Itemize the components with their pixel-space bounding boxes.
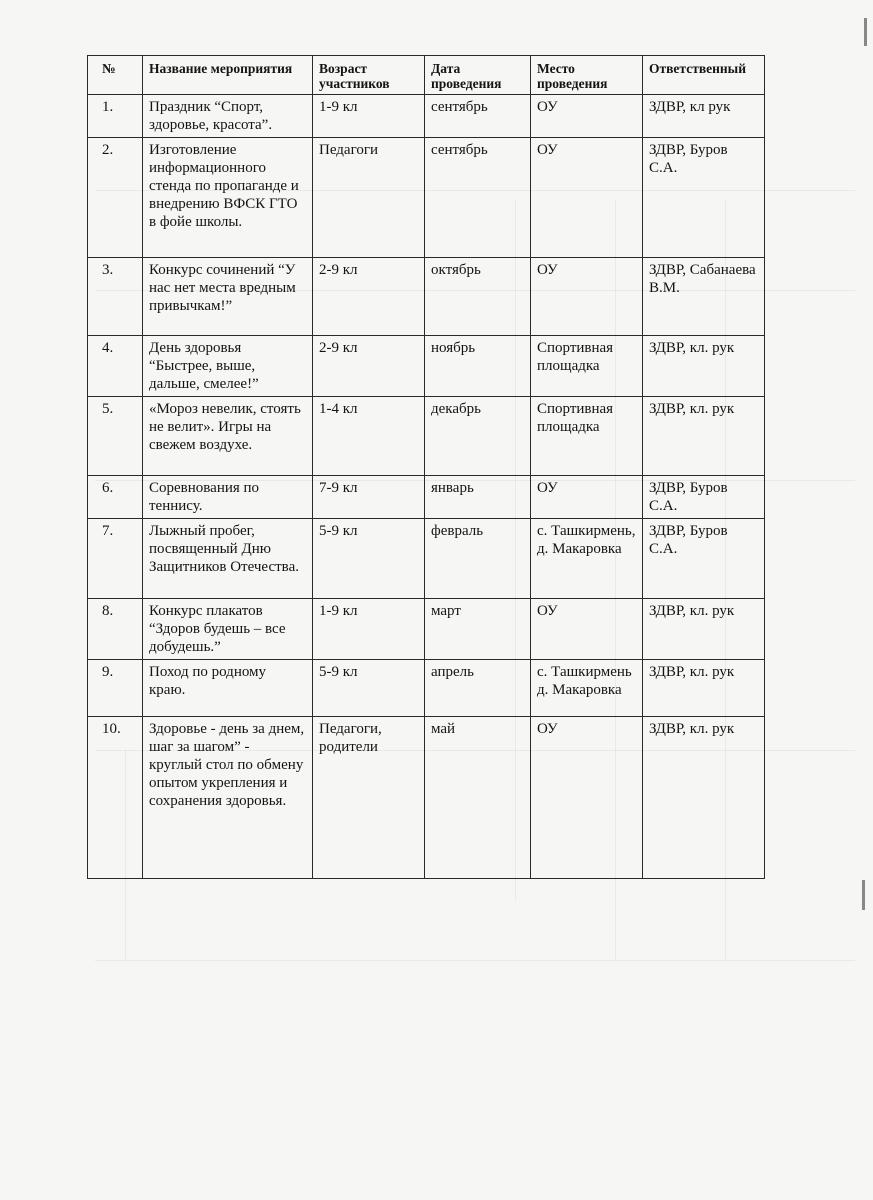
- row-responsible: ЗДВР, кл. рук: [643, 717, 765, 879]
- row-place: с. Ташкирмень д. Макаровка: [531, 660, 643, 717]
- row-event-name: Лыжный пробег, посвященный Дню Защитников Отечества.: [143, 519, 313, 599]
- row-date: сентябрь: [425, 95, 531, 138]
- row-date: ноябрь: [425, 336, 531, 397]
- header-place: Место проведения: [531, 56, 643, 95]
- row-place: ОУ: [531, 138, 643, 258]
- page-edge-mark-bottom: [862, 880, 865, 910]
- row-responsible: ЗДВР, кл. рук: [643, 336, 765, 397]
- row-number: 10.: [88, 717, 143, 879]
- table-row: [88, 717, 765, 879]
- header-number: №: [88, 56, 143, 95]
- row-age: 2-9 кл: [313, 258, 425, 336]
- row-place: ОУ: [531, 476, 643, 519]
- row-responsible: ЗДВР, кл. рук: [643, 397, 765, 476]
- row-number: 8.: [88, 599, 143, 660]
- row-number: 1.: [88, 95, 143, 138]
- row-responsible: ЗДВР, кл рук: [643, 95, 765, 138]
- row-responsible: ЗДВР, Буров С.А.: [643, 476, 765, 519]
- row-age: 5-9 кл: [313, 660, 425, 717]
- row-place: ОУ: [531, 717, 643, 879]
- row-age: Педагоги, родители: [313, 717, 425, 879]
- row-event-name: «Мороз невелик, стоять не велит». Игры на свежем воздухе.: [143, 397, 313, 476]
- events-table: [87, 55, 765, 879]
- row-event-name: Праздник “Спорт, здоровье, красота”.: [143, 95, 313, 138]
- row-event-name: Соревнования по теннису.: [143, 476, 313, 519]
- row-date: апрель: [425, 660, 531, 717]
- table-header-row: [88, 56, 765, 95]
- row-number: 4.: [88, 336, 143, 397]
- table-row: [88, 95, 765, 138]
- row-age: Педагоги: [313, 138, 425, 258]
- row-event-name: Поход по родному краю.: [143, 660, 313, 717]
- page-edge-mark-top: [864, 18, 867, 46]
- row-place: ОУ: [531, 599, 643, 660]
- row-number: 2.: [88, 138, 143, 258]
- row-place: Спортивная площадка: [531, 397, 643, 476]
- row-number: 9.: [88, 660, 143, 717]
- header-participant-age: Возраст участников: [313, 56, 425, 95]
- row-age: 1-9 кл: [313, 95, 425, 138]
- row-place: Спортивная площадка: [531, 336, 643, 397]
- table-row: [88, 476, 765, 519]
- row-age: 7-9 кл: [313, 476, 425, 519]
- row-responsible: ЗДВР, Буров С.А.: [643, 138, 765, 258]
- row-date: сентябрь: [425, 138, 531, 258]
- header-responsible: Ответственный: [643, 56, 765, 95]
- row-age: 5-9 кл: [313, 519, 425, 599]
- row-age: 1-4 кл: [313, 397, 425, 476]
- row-date: декабрь: [425, 397, 531, 476]
- row-number: 5.: [88, 397, 143, 476]
- row-responsible: ЗДВР, кл. рук: [643, 599, 765, 660]
- row-responsible: ЗДВР, Буров С.А.: [643, 519, 765, 599]
- row-number: 6.: [88, 476, 143, 519]
- header-event-name: Название мероприятия: [143, 56, 313, 95]
- row-date: январь: [425, 476, 531, 519]
- row-number: 3.: [88, 258, 143, 336]
- row-age: 1-9 кл: [313, 599, 425, 660]
- row-date: октябрь: [425, 258, 531, 336]
- header-date: Дата проведения: [425, 56, 531, 95]
- row-responsible: ЗДВР, Сабанаева В.М.: [643, 258, 765, 336]
- table-row: [88, 138, 765, 258]
- row-responsible: ЗДВР, кл. рук: [643, 660, 765, 717]
- row-event-name: Конкурс плакатов “Здоров будешь – все добудешь.”: [143, 599, 313, 660]
- table-row: [88, 336, 765, 397]
- table-row: [88, 660, 765, 717]
- table-row: [88, 519, 765, 599]
- row-date: май: [425, 717, 531, 879]
- row-event-name: Изготовление информационного стенда по пропаганде и внедрению ВФСК ГТО в фойе школы.: [143, 138, 313, 258]
- table-row: [88, 258, 765, 336]
- row-age: 2-9 кл: [313, 336, 425, 397]
- row-date: март: [425, 599, 531, 660]
- row-place: ОУ: [531, 95, 643, 138]
- row-event-name: Здоровье - день за днем, шаг за шагом” - круглый стол по обмену опытом укрепления и сохранения здоровья.: [143, 717, 313, 879]
- row-number: 7.: [88, 519, 143, 599]
- row-event-name: День здоровья “Быстрее, выше, дальше, смелее!”: [143, 336, 313, 397]
- row-place: ОУ: [531, 258, 643, 336]
- row-event-name: Конкурс сочинений “У нас нет места вредным привычкам!”: [143, 258, 313, 336]
- row-date: февраль: [425, 519, 531, 599]
- row-place: с. Ташкирмень, д. Макаровка: [531, 519, 643, 599]
- table-row: [88, 599, 765, 660]
- table-row: [88, 397, 765, 476]
